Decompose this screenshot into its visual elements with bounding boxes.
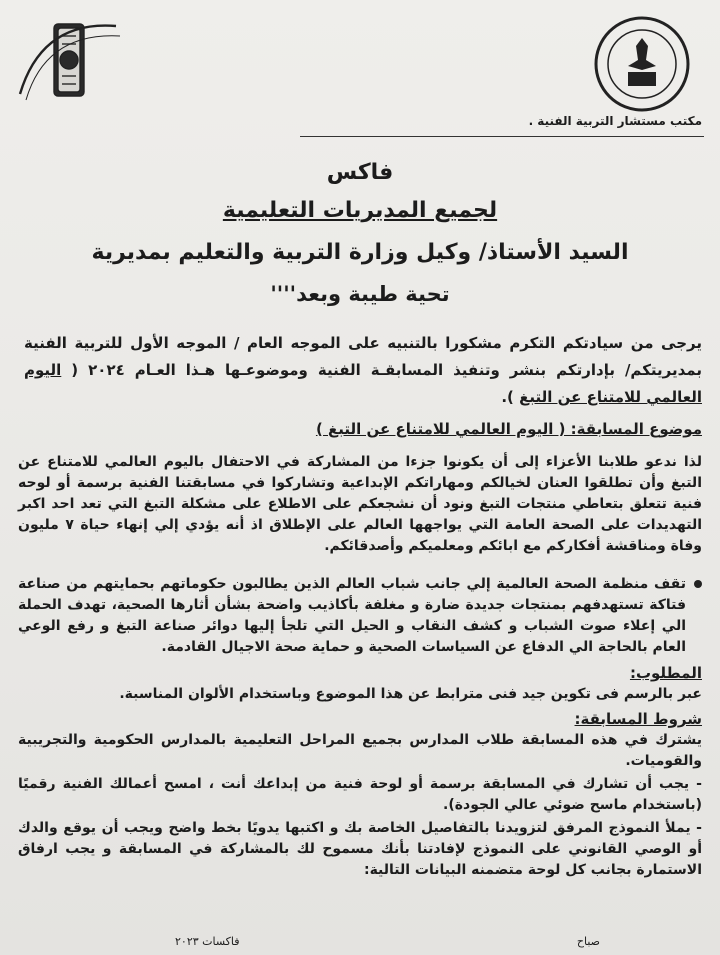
fax-title: فاكس (326, 160, 394, 185)
office-line: مكتب مستشار التربية الفنية . (528, 114, 702, 128)
bullet-paragraph: تقف منظمة الصحة العالمية إلي جانب شباب العالم الذين يطالبون حكوماتهم بحمايتهم من صناعة فتاكة تستهدفهم بمنتجات جديدة ضارة و مغلفة بأكاذيب واضحة بشأن أثارها الصحية، تهدف الحملة الي إعلاء صوت الشباب و كشف النقاب و الحيل التي تلجأ إليها دوائر صناعة التبغ و رفع الوعي العام بالحاجة الي الدفاع عن السياسات الصحية و حماية صحة الاجيال القادمة. (18, 576, 686, 655)
condition-item: - يجب أن تشارك في المسابقة برسمة أو لوحة فنية من إبداعك أنت ، امسح أعمالك الفنية رقميًا (باستخدام ماسح ضوئي عالي الجودة). (18, 776, 702, 813)
condition-item: - يملأ النموذج المرفق لتزويدنا بالتفاصيل الخاصة بك و اكتبها يدويًا بخط واضح ويجب أن يوقع والدك أو الوصي القانوني على النموذج لإفادتنا بأنك مسموح لك بالمشاركة في المسابقة و يجب ارفاق الاستمارة بجانب كل لوحة متضمنه البيانات التالية: (18, 820, 702, 878)
intro-underlined: اليوم العالمي للامتناع عن التبغ (24, 361, 702, 406)
intro-tail: ). (501, 388, 520, 406)
requirements-text: عبر بالرسم فى تكوين جيد فنى مترابط عن هذا الموضوع وباستخدام الألوان المناسبة. (119, 686, 702, 702)
footer-morning-label: صباح (576, 935, 600, 948)
greeting-line: تحية طيبة وبعد'''' (270, 282, 450, 306)
topic-line: موضوع المسابقة: ( اليوم العالمي للامتناع عن التبغ ) (315, 420, 702, 438)
body-paragraph: لذا ندعو طلابنا الأعزاء إلى أن يكونوا جزءا من المشاركة في الاحتفال باليوم العالمي للامتناع عن التبغ وأن تطلقوا العنان لخيالكم ومهاراتكم الإبداعية وتشاركوا في مسابقتنا الفنية برسمة أو لوحه فنية تتعلق بتعاطي منتجات التبغ ونود أن نشجعكم على الاطلاع على مشكلة التبغ التي تعد احد اكبر التهديدات على الصحة العامة التي يواجهها العالم على الإطلاق اذ أنه يؤدي إلي إنهاء حياة ٧ مليون وفاة ومناقشة أفكاركم مع ابائكم ومعلميكم وأصدقائكم. (18, 454, 702, 554)
footer-fax-label: فاكسات ٢٠٢٣ (175, 935, 240, 948)
condition-item: يشترك في هذه المسابقة طلاب المدارس بجميع المراحل التعليمية بالمدارس الحكومية والتجريبية والقوميات. (18, 732, 702, 769)
addressee-line: السيد الأستاذ/ وكيل وزارة التربية والتعليم بمديرية (91, 240, 629, 265)
intro-paragraph (24, 330, 702, 411)
intro-text: يرجى من سيادتكم التكرم مشكورا بالتنبيه على الموجه العام / الموجه الأول للتربية الفنية بمديريتكم/ بإدارتكم بنشر وتنفيذ المسابقـة الفنية وموضوعـها هـذا العـام ٢٠٢٤ ( (24, 334, 702, 379)
ministry-seal-icon (592, 14, 692, 114)
header-divider (300, 136, 704, 137)
organization-seal-icon (12, 14, 130, 110)
bullet-dot-icon (694, 580, 702, 588)
recipient-line: لجميع المديريات التعليمية (222, 198, 498, 223)
requirements-title: المطلوب: (629, 664, 702, 682)
conditions-title: شروط المسابقة: (574, 710, 702, 728)
